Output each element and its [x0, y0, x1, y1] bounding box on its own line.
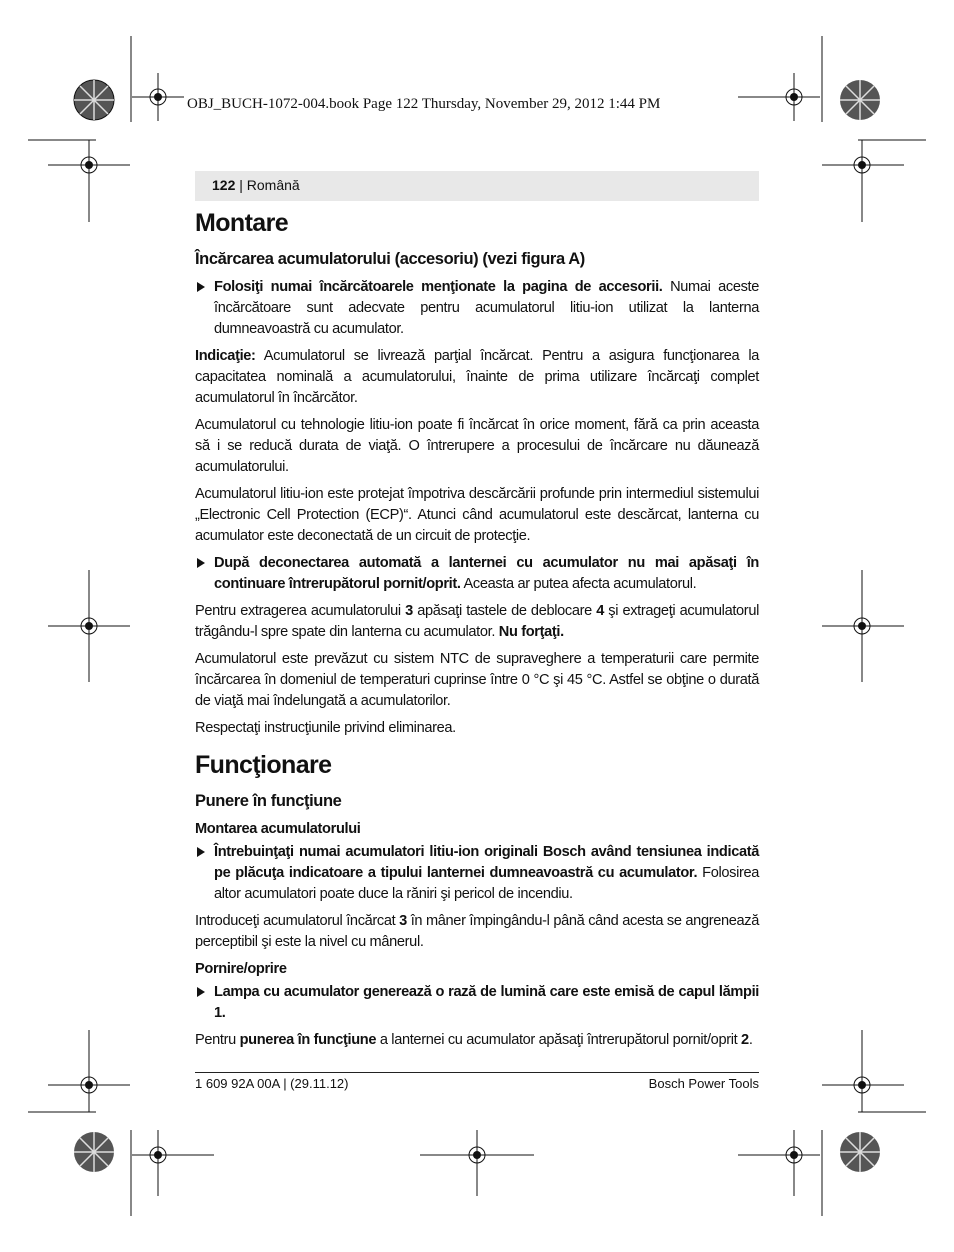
paragraph: Pentru extragerea acumulatorului 3 apăsaţi tastele de deblocare 4 şi extrageţi acumulatorul trăgându-l spre spate din lanterna cu acumulator. Nu forţaţi.	[195, 603, 759, 640]
subheading-battery-mount: Montarea acumulatorului	[195, 821, 361, 837]
paragraph: Pentru punerea în funcţiune a lanternei cu acumulator apăsaţi întrerupătorul pornit/oprit 2.	[195, 1032, 753, 1048]
header-language: Română	[246, 177, 300, 193]
bullet-text: Aceasta ar putea afecta acumulatorul.	[460, 576, 697, 592]
paragraph-note	[195, 346, 759, 409]
bullet-text: Numai aceste încărcătoare sunt adecvate pentru acumulatorul litiu-ion utilizat la lanterna dumneavoastră cu acumulator.	[214, 279, 759, 337]
bullet-triangle-icon	[197, 987, 205, 997]
footer-doc-number: 1 609 92A 00A | (29.11.12)	[195, 1076, 349, 1091]
bullet-bold-text: După deconectarea automată a lanternei cu acumulator nu mai apăsaţi în continuare întrerupătorul pornit/oprit.	[214, 555, 759, 592]
note-text: Acumulatorul se livrează parţial încărcat. Pentru a asigura funcţionarea la capacitatea nominală a acumulatorului, înainte de prima utilizare încărcaţi complet acumulatorul în încărcător.	[195, 348, 759, 406]
section-subtitle-charging: Încărcarea acumulatorului (accesoriu) (vezi figura A)	[195, 250, 585, 268]
note-label: Indicaţie:	[195, 348, 256, 364]
bullet-item	[195, 842, 759, 905]
bullet-item	[195, 553, 759, 595]
print-slug: OBJ_BUCH-1072-004.book Page 122 Thursday, November 29, 2012 1:44 PM	[187, 96, 661, 112]
header-separator: |	[235, 177, 247, 193]
paragraph: Acumulatorul cu tehnologie litiu-ion poate fi încărcat în orice moment, fără ca prin aceasta să i se reducă durata de viaţă. O întrerupere a procesului de încărcare nu dăunează acumulatorului.	[195, 417, 759, 475]
section-subtitle-startup: Punere în funcţiune	[195, 792, 342, 810]
bullet-text: Folosirea altor acumulatori poate duce la răniri şi pericol de incendiu.	[214, 865, 760, 902]
page-number: 122	[212, 177, 236, 193]
subheading-on-off: Pornire/oprire	[195, 961, 287, 977]
bullet-item	[195, 982, 759, 1024]
bullet-triangle-icon	[197, 282, 205, 292]
paragraph: Respectaţi instrucţiunile privind eliminarea.	[195, 720, 456, 736]
paragraph: Acumulatorul litiu-ion este protejat împotriva descărcării profunde prin intermediul sistemului „Electronic Cell Protection (ECP)“. Atunci când acumulatorul este descărcat, lanterna cu acumulator este deconectată de un circuit de protecţie.	[195, 486, 759, 544]
bullet-bold-text: Lampa cu acumulator generează o rază de lumină care este emisă de capul lămpii 1.	[214, 984, 759, 1021]
bullet-triangle-icon	[197, 847, 205, 857]
bullet-bold-text: Folosiţi numai încărcătoarele menţionate la pagina de accesorii.	[214, 279, 663, 295]
page-content	[195, 205, 759, 1057]
section-title-montare: Montare	[195, 209, 289, 237]
bullet-bold-text: Întrebuinţaţi numai acumulatori litiu-ion originali Bosch având tensiunea indicată pe plăcuţa indicatoare a tipului lanternei dumneavoastră cu acumulator.	[214, 844, 759, 881]
footer-divider	[195, 1072, 759, 1073]
paragraph: Introduceţi acumulatorul încărcat 3 în mâner împingându-l până când acesta se angrenează perceptibil şi este la nivel cu mânerul.	[195, 913, 760, 950]
bullet-item	[195, 277, 759, 340]
footer-brand: Bosch Power Tools	[648, 1076, 759, 1091]
bullet-triangle-icon	[197, 558, 205, 568]
page-header	[195, 171, 759, 201]
paragraph: Acumulatorul este prevăzut cu sistem NTC de supraveghere a temperaturii care permite încărcarea în domeniul de temperaturi cuprinse între 0 °C şi 45 °C. Astfel se obţine o durată de viaţă mai îndelungată a acumulatorilor.	[195, 651, 759, 709]
section-title-functionare: Funcţionare	[195, 751, 332, 779]
